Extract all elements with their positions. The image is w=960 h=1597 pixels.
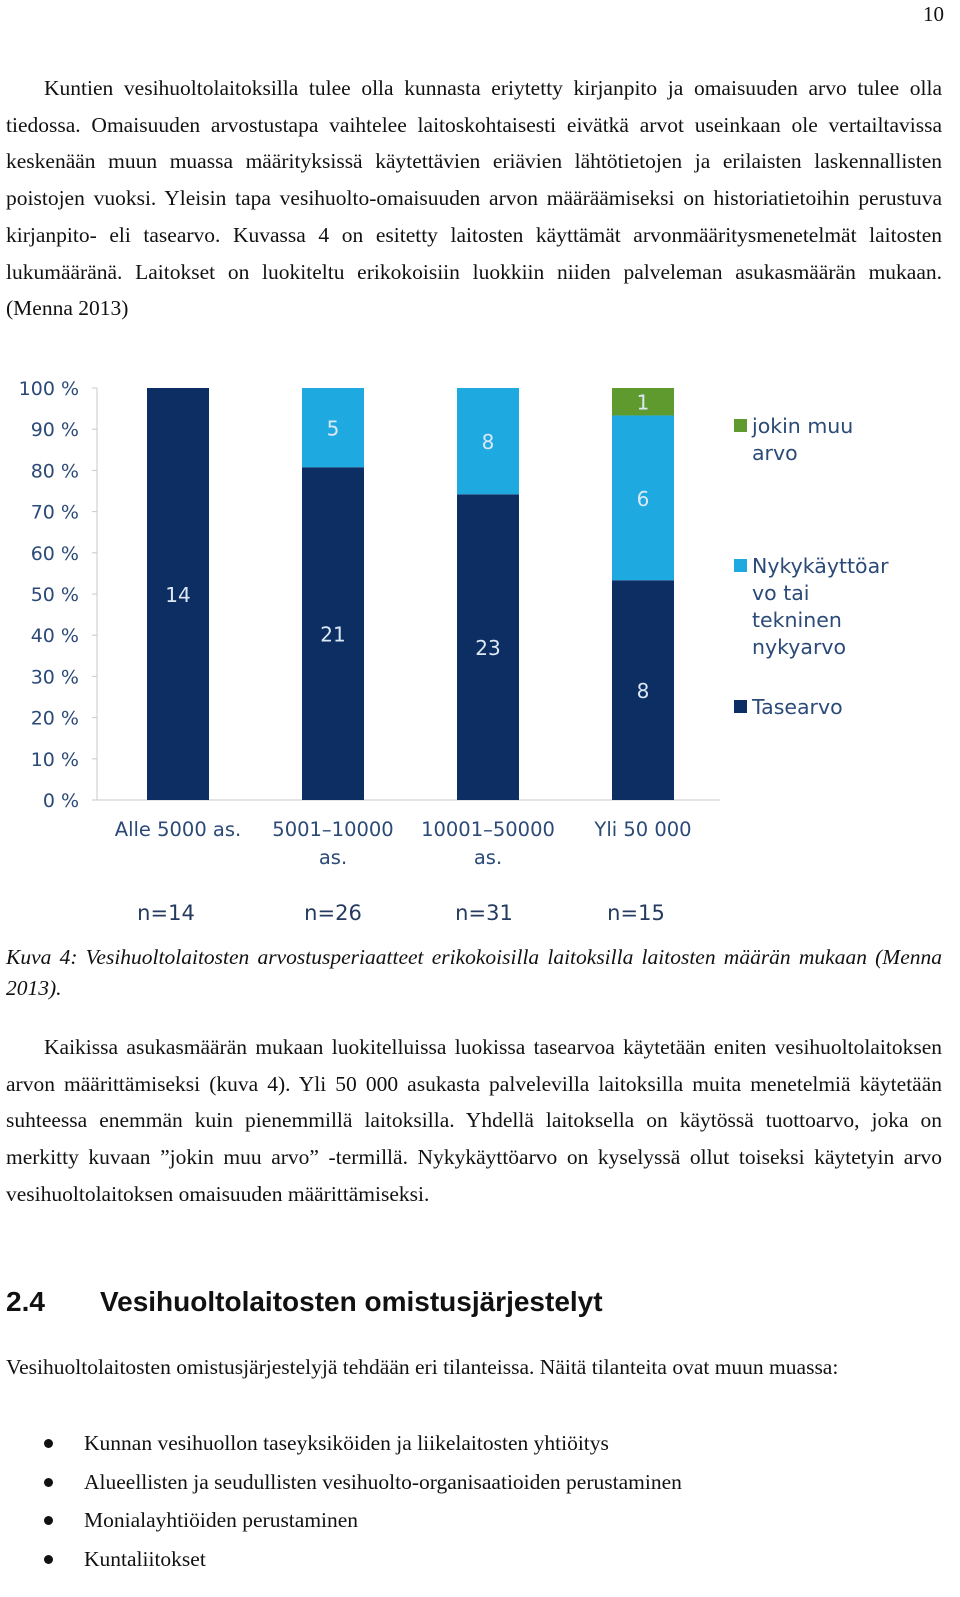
- bullet-icon: [44, 1478, 53, 1487]
- y-tick-label: 0 %: [42, 790, 79, 812]
- sample-size-label: n=14: [137, 901, 195, 925]
- x-tick-label: 5001–10000: [272, 818, 394, 841]
- intro-paragraph: Kuntien vesihuoltolaitoksilla tulee olla kunnasta eriytetty kirjanpito ja omaisuuden arvo tulee olla tiedossa. Omaisuuden arvostustapa vaihtelee laitoskohtaisesti eivätkä arvot useinkaan ole vertailtavissa keskenään muun muassa määrityksissä käytettävien eriävien lähtötietojen ja erilaisten laskennallisten poistojen vuoksi. Yleisin tapa vesihuolto-omaisuuden arvon määräämiseksi on historiatietoihin perustuva kirjanpito- eli tasearvo. Kuvassa 4 on esitetty laitosten käyttämät arvonmääritysmenetelmät laitosten lukumääränä. Laitokset on luokiteltu erikokoisiin luokkiin niiden palveleman asukasmäärän mukaan. (Menna 2013): [6, 76, 942, 321]
- data-label: 23: [475, 636, 501, 661]
- page-number: 10: [923, 2, 944, 26]
- data-label: 8: [481, 430, 495, 455]
- legend-swatch: [734, 700, 747, 713]
- x-tick-label: 10001–50000: [421, 818, 555, 841]
- data-label: 21: [320, 622, 346, 647]
- data-label: 1: [636, 390, 650, 415]
- analysis-paragraph: Kaikissa asukasmäärän mukaan luokitelluissa luokissa tasearvoa käytetään eniten vesihuoltolaitoksen arvon määrittämiseksi (kuva 4). Yli 50 000 asukasta palvelevilla laitoksilla muita menetelmiä käytetään suhteessa enemmän kuin pienemmillä laitoksilla. Yhdellä laitoksella on käytössä tuottoarvo, joka on merkitty kuvaan ”jokin muu arvo” -termillä. Nykykäyttöarvo on kyselyssä ollut toiseksi käytetyin arvo vesihuoltolaitoksen omaisuuden määrittämiseksi.: [6, 1035, 942, 1206]
- y-tick-label: 40 %: [30, 625, 79, 648]
- sample-size-label: n=31: [455, 901, 513, 925]
- x-tick-label: Yli 50 000: [594, 818, 692, 841]
- legend-label: nykyarvo: [752, 635, 847, 659]
- legend-label: Nykykäyttöar: [752, 554, 889, 578]
- list-item: Alueellisten ja seudullisten vesihuolto-organisaatioiden perustaminen: [6, 1463, 682, 1502]
- bullet-icon: [44, 1516, 53, 1525]
- ownership-paragraph: Vesihuoltolaitosten omistusjärjestelyjä tehdään eri tilanteissa. Näitä tilanteita ovat muun muassa:: [6, 1355, 839, 1379]
- list-item: Kuntaliitokset: [6, 1540, 682, 1579]
- data-label: 5: [326, 416, 340, 441]
- sample-size-label: n=26: [304, 901, 362, 925]
- legend-swatch: [734, 419, 747, 432]
- y-tick-label: 80 %: [30, 460, 79, 483]
- y-tick-label: 90 %: [30, 419, 79, 442]
- y-tick-label: 60 %: [30, 542, 79, 565]
- x-tick-label: Alle 5000 as.: [114, 818, 242, 841]
- y-tick-label: 100 %: [18, 378, 79, 400]
- legend-label: Tasearvo: [752, 695, 843, 719]
- list-item: Monialayhtiöiden perustaminen: [6, 1501, 682, 1540]
- figure-caption: Kuva 4: Vesihuoltolaitosten arvostusperiaatteet erikokoisilla laitoksilla laitosten määrän mukaan (Menna 2013).: [6, 945, 942, 1000]
- data-label: 8: [636, 679, 650, 704]
- x-tick-label: as.: [473, 846, 503, 869]
- x-tick-label: as.: [318, 846, 348, 869]
- valuation-methods-chart: [0, 370, 960, 930]
- y-tick-label: 50 %: [30, 584, 79, 606]
- y-tick-label: 30 %: [30, 666, 79, 689]
- y-tick-label: 10 %: [30, 748, 79, 771]
- legend-label: jokin muu: [752, 414, 854, 438]
- sample-size-label: n=15: [607, 901, 665, 925]
- ownership-situations-list: [6, 1424, 682, 1578]
- section-number: 2.4: [6, 1286, 45, 1317]
- legend-label: arvo: [752, 441, 798, 465]
- y-tick-label: 20 %: [30, 707, 79, 730]
- bullet-icon: [44, 1555, 53, 1564]
- bullet-icon: [44, 1439, 53, 1448]
- section-heading: [6, 1286, 603, 1318]
- y-tick-label: 70 %: [30, 501, 79, 524]
- list-item: Kunnan vesihuollon taseyksiköiden ja liikelaitosten yhtiöitys: [6, 1424, 682, 1463]
- legend-swatch: [734, 559, 747, 572]
- section-title: Vesihuoltolaitosten omistusjärjestelyt: [100, 1286, 603, 1317]
- data-label: 6: [636, 486, 650, 511]
- legend-label: vo tai: [752, 581, 810, 605]
- data-label: 14: [165, 583, 191, 607]
- legend-label: tekninen: [752, 608, 842, 632]
